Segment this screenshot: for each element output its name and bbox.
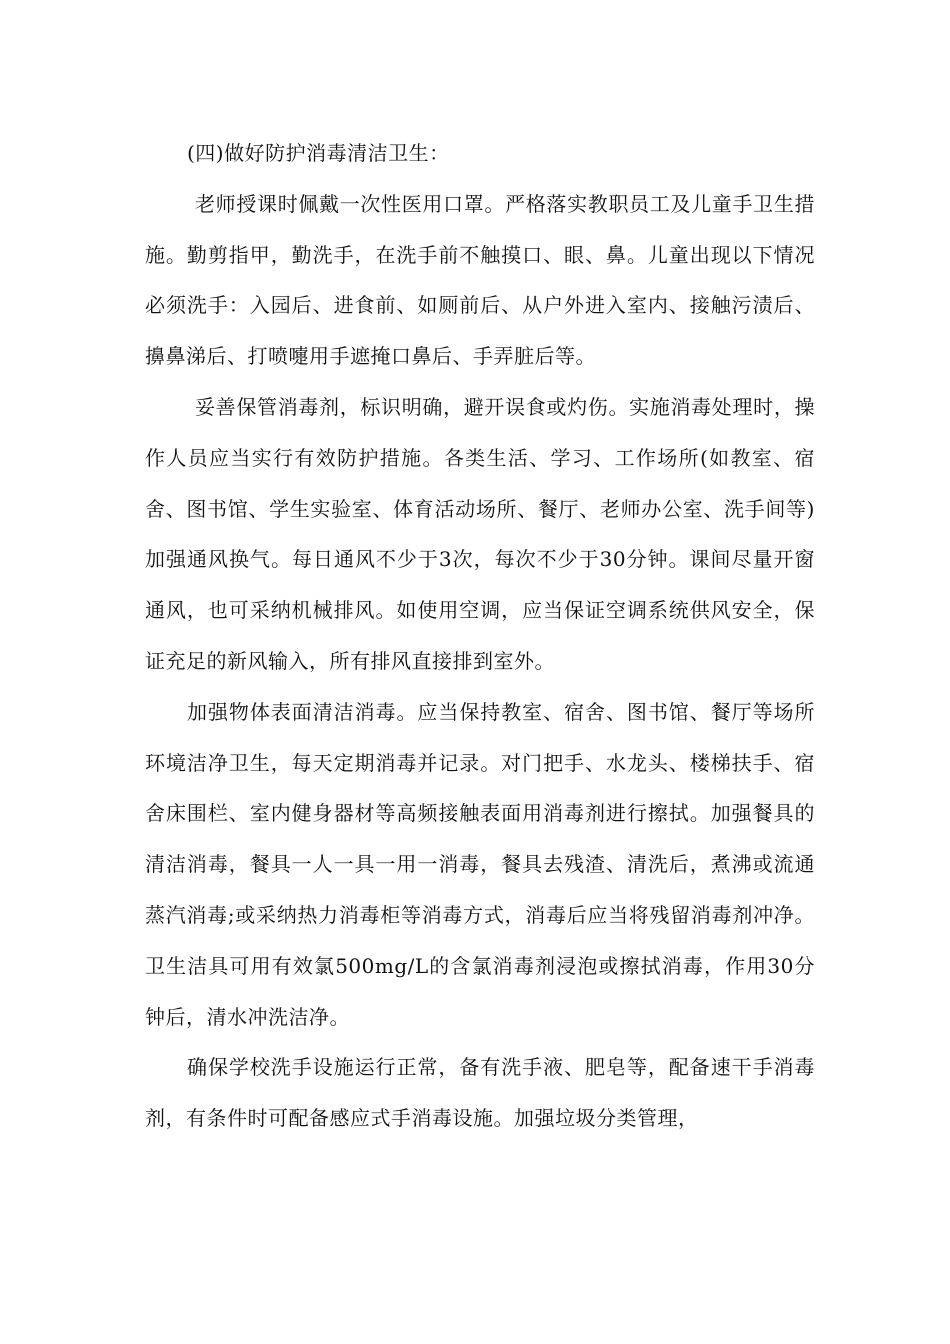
paragraph-disinfectant-ventilation: 妥善保管消毒剂，标识明确，避开误食或灼伤。实施消毒处理时，操作人员应当实行有效防护措施。各类生活、学习、工作场所(如教室、宿舍、图书馆、学生实验室、体育活动场所、餐厅、老师办公室、洗手间等)加强通风换气。每日通风不少于3次，每次不少于30分钟。课间尽量开窗通风，也可采纳机械排风。如使用空调，应当保证空调系统供风安全，保证充足的新风输入，所有排风直接排到室外。 [145,394,815,673]
paragraph-surface-cleaning: 加强物体表面清洁消毒。应当保持教室、宿舍、图书馆、餐厅等场所环境洁净卫生，每天定期消毒并记录。对门把手、水龙头、楼梯扶手、宿舍床围栏、室内健身器材等高频接触表面用消毒剂进行擦拭。加强餐具的清洁消毒，餐具一人一具一用一消毒，餐具去残渣、清洗后，煮沸或流通蒸汽消毒;或采纳热力消毒柜等消毒方式，消毒后应当将残留消毒剂冲净。卫生洁具可用有效氯500mg/L的含氯消毒剂浸泡或擦拭消毒，作用30分钟后，清水冲洗洁净。 [145,699,815,1029]
document-body [145,128,815,1144]
section-heading: (四)做好防护消毒清洁卫生： [187,141,450,165]
paragraph-handwashing-facilities: 确保学校洗手设施运行正常，备有洗手液、肥皂等，配备速干手消毒剂，有条件时可配备感应式手消毒设施。加强垃圾分类管理， [145,1055,815,1131]
paragraph-hand-hygiene: 老师授课时佩戴一次性医用口罩。严格落实教职员工及儿童手卫生措施。勤剪指甲，勤洗手，在洗手前不触摸口、眼、鼻。儿童出现以下情况必须洗手：入园后、进食前、如厕前后、从户外进入室内、接触污渍后、擤鼻涕后、打喷嚏用手遮掩口鼻后、手弄脏后等。 [145,191,815,369]
